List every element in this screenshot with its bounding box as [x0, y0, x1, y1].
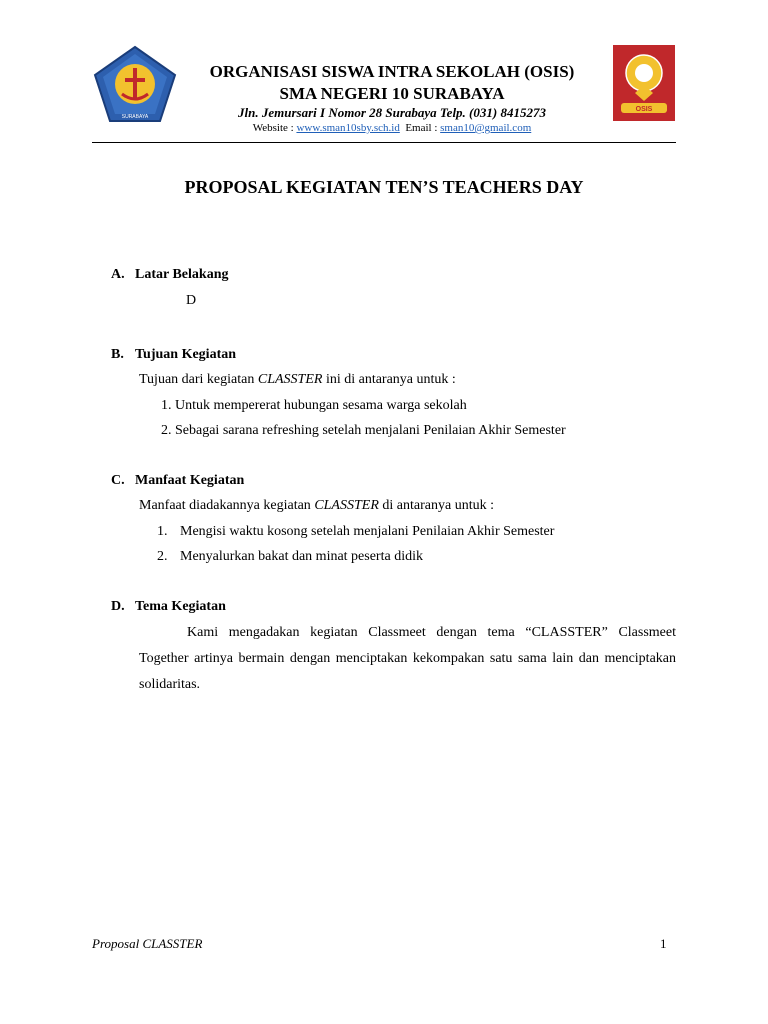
svg-text:SURABAYA: SURABAYA	[121, 114, 149, 120]
section-c-letter: C.	[111, 473, 125, 488]
school-logo	[92, 44, 178, 124]
section-c-title: Manfaat Kegiatan	[135, 473, 245, 488]
section-c-item-number: 1.	[157, 524, 168, 539]
intro-text: ini di antaranya untuk :	[322, 372, 456, 387]
website-link[interactable]: www.sman10sby.sch.id	[296, 122, 400, 134]
section-c-heading	[111, 473, 244, 489]
proposal-title: PROPOSAL KEGIATAN TEN’S TEACHERS DAY	[184, 177, 584, 197]
section-a-letter: A.	[111, 267, 125, 282]
section-a-heading	[111, 267, 228, 283]
contact-line	[180, 122, 604, 134]
intro-emphasis: CLASSTER	[314, 498, 379, 513]
address: Jln. Jemursari I Nomor 28 Surabaya Telp. (031) 8415273	[238, 105, 546, 120]
page-number: 1	[660, 936, 667, 951]
footer-title: Proposal CLASSTER	[92, 936, 203, 951]
email-link[interactable]: sman10@gmail.com	[440, 122, 532, 134]
section-c-item: Mengisi waktu kosong setelah menjalani Penilaian Akhir Semester	[180, 524, 555, 539]
section-b-intro	[139, 372, 456, 388]
intro-text: Manfaat diadakannya kegiatan	[139, 498, 315, 513]
email-label: Email :	[405, 122, 441, 134]
section-d-heading	[111, 599, 226, 615]
section-c-item-number: 2.	[157, 549, 168, 564]
org-name: ORGANISASI SISWA INTRA SEKOLAH (OSIS)	[209, 62, 575, 81]
intro-emphasis: CLASSTER	[257, 372, 323, 387]
header-divider	[92, 142, 676, 143]
intro-text: di antaranya untuk :	[378, 498, 494, 513]
section-b-heading	[111, 347, 236, 363]
section-a-body: D	[186, 293, 197, 308]
section-d-paragraph: Kami mengadakan kegiatan Classmeet dengan tema “CLASSTER” Classmeet Together artinya bermain dengan menciptakan kekompakan satu sama lain dan menciptakan solidaritas.	[139, 625, 676, 692]
section-b-title: Tujuan Kegiatan	[135, 347, 237, 362]
section-b-item: 1. Untuk mempererat hubungan sesama warga sekolah	[161, 398, 467, 413]
section-b-item: 2. Sebagai sarana refreshing setelah menjalani Penilaian Akhir Semester	[161, 423, 566, 438]
section-d-letter: D.	[111, 599, 125, 614]
section-c-item: Menyalurkan bakat dan minat peserta didik	[180, 549, 423, 564]
school-name: SMA NEGERI 10 SURABAYA	[279, 84, 505, 103]
section-d-title: Tema Kegiatan	[135, 599, 226, 614]
svg-text:OSIS: OSIS	[635, 106, 653, 113]
website-label: Website :	[252, 122, 297, 134]
section-c-intro	[139, 498, 494, 514]
section-a-title: Latar Belakang	[135, 267, 229, 282]
section-b-letter: B.	[111, 347, 124, 362]
intro-text: Tujuan dari kegiatan	[139, 372, 258, 387]
osis-logo	[613, 45, 675, 121]
